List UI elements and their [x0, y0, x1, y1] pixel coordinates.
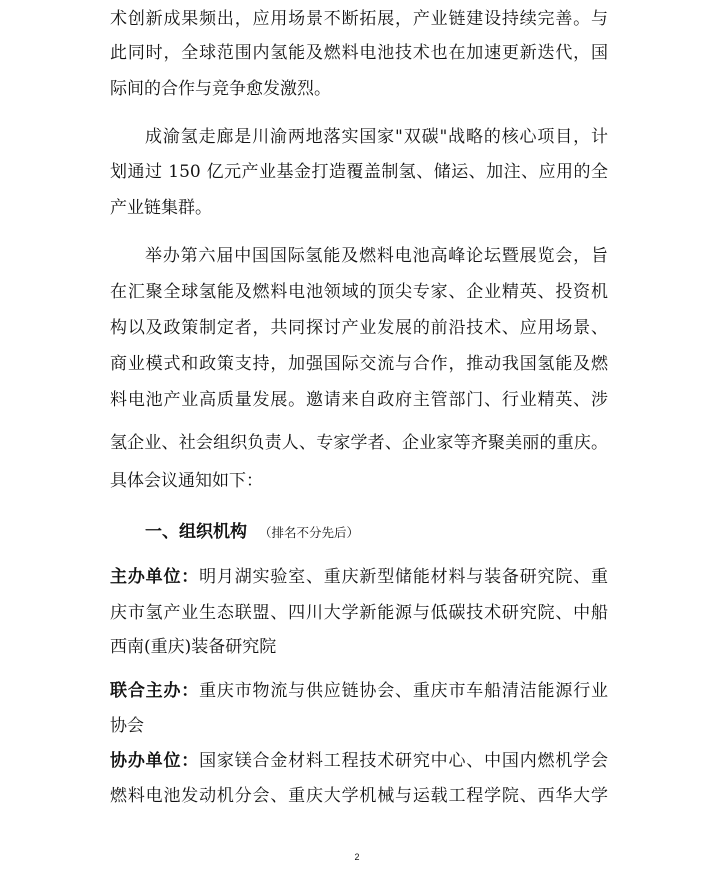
host-units-line: 西南(重庆)装备研究院	[110, 637, 277, 657]
paragraph-line: 成渝氢走廊是川渝两地落实国家"双碳"战略的核心项目，计	[145, 127, 608, 147]
paragraph-line: 商业模式和政策支持，加强国际交流与合作，推动我国氢能及燃	[110, 354, 608, 374]
paragraph-line: 划通过 150 亿元产业基金打造覆盖制氢、储运、加注、应用的全	[110, 162, 608, 182]
section-heading	[145, 521, 359, 544]
support-units-line: 燃料电池发动机分会、重庆大学机械与运载工程学院、西华大学	[110, 786, 608, 806]
support-label: 协办单位：	[110, 751, 200, 771]
cohost-units-line	[110, 680, 608, 702]
host-units-line: 庆市氢产业生态联盟、四川大学新能源与低碳技术研究院、中船	[110, 603, 608, 623]
paragraph-line: 料电池产业高质量发展。邀请来自政府主管部门、行业精英、涉	[110, 390, 608, 410]
paragraph-line: 此同时，全球范围内氢能及燃料电池技术也在加速更新迭代，国	[110, 43, 608, 63]
page-number: 2	[354, 852, 360, 862]
host-label: 主办单位：	[110, 567, 200, 587]
paragraph-line: 氢企业、社会组织负责人、专家学者、企业家等齐聚美丽的重庆。	[110, 433, 608, 453]
paragraph-line: 构以及政策制定者，共同探讨产业发展的前沿技术、应用场景、	[110, 318, 608, 338]
support-units-line	[110, 750, 608, 772]
section-note: （排名不分先后）	[259, 525, 360, 540]
paragraph-line: 际间的合作与竞争愈发激烈。	[110, 79, 331, 99]
support-text: 国家镁合金材料工程技术研究中心、中国内燃机学会	[199, 751, 609, 771]
paragraph-line: 具体会议通知如下：	[110, 471, 263, 491]
paragraph-line: 举办第六届中国国际氢能及燃料电池高峰论坛暨展览会，旨	[145, 246, 608, 266]
paragraph-line: 术创新成果频出，应用场景不断拓展，产业链建设持续完善。与	[110, 9, 608, 29]
cohost-text: 重庆市物流与供应链协会、重庆市车船清洁能源行业	[199, 681, 609, 701]
cohost-units-line: 协会	[110, 716, 144, 736]
paragraph-line: 在汇聚全球氢能及燃料电池领域的顶尖专家、企业精英、投资机	[110, 282, 608, 302]
section-title: 一、组织机构	[145, 522, 247, 542]
host-units-line	[110, 566, 608, 588]
paragraph-line: 产业链集群。	[110, 198, 212, 218]
cohost-label: 联合主办：	[110, 681, 200, 701]
host-text: 明月湖实验室、重庆新型储能材料与装备研究院、重	[199, 567, 609, 587]
